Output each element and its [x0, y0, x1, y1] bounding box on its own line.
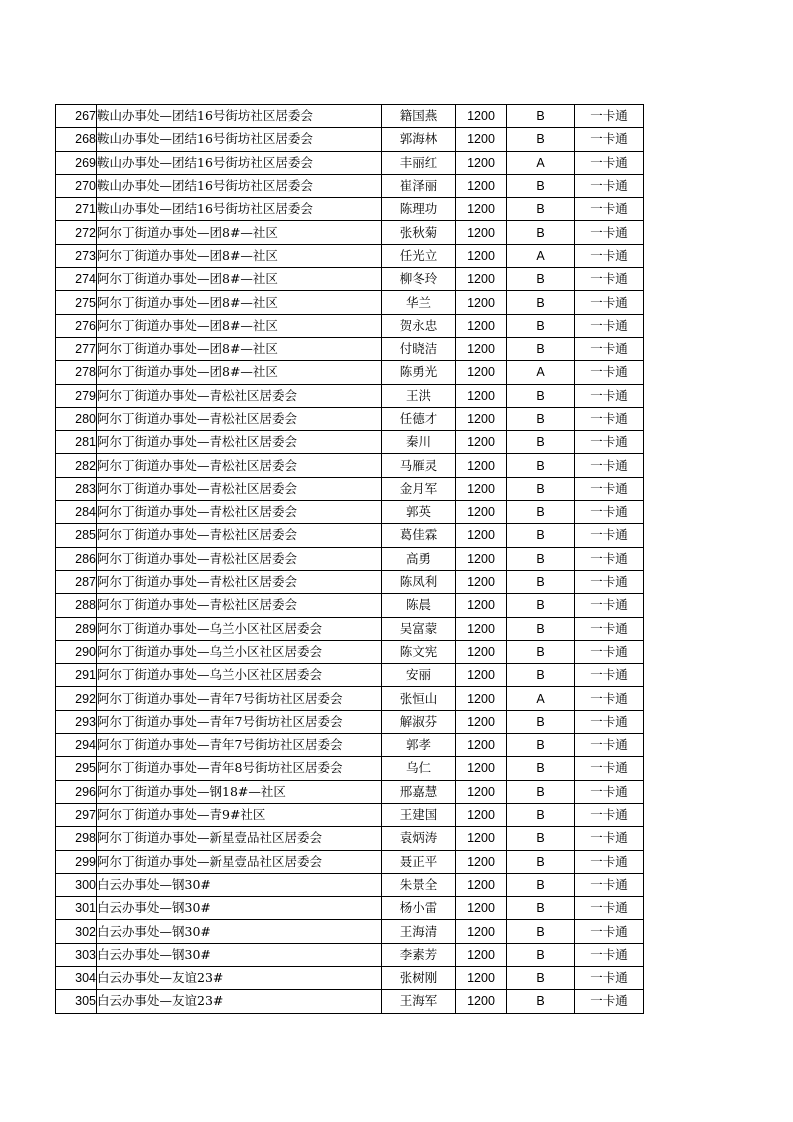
community-unit-cell: 阿尔丁街道办事处—青松社区居委会 [97, 477, 382, 500]
subsidy-amount-cell: 1200 [456, 594, 507, 617]
table-row [56, 198, 644, 221]
table-row [56, 268, 644, 291]
grade-level-cell: B [507, 454, 575, 477]
grade-level-cell: B [507, 174, 575, 197]
subsidy-amount-cell: 1200 [456, 198, 507, 221]
grade-level-cell: B [507, 664, 575, 687]
payment-method-cell: 一卡通 [575, 361, 644, 384]
grade-level-cell: B [507, 873, 575, 896]
row-number-cell: 273 [56, 244, 97, 267]
payment-method-cell: 一卡通 [575, 221, 644, 244]
table-row [56, 431, 644, 454]
table-row [56, 407, 644, 430]
table-row [56, 873, 644, 896]
subsidy-amount-cell: 1200 [456, 827, 507, 850]
payment-method-cell: 一卡通 [575, 710, 644, 733]
community-unit-cell: 阿尔丁街道办事处—青年7号街坊社区居委会 [97, 734, 382, 757]
community-unit-cell: 阿尔丁街道办事处—青年7号街坊社区居委会 [97, 710, 382, 733]
row-number-cell: 279 [56, 384, 97, 407]
roster-body [56, 105, 644, 1014]
grade-level-cell: B [507, 524, 575, 547]
grade-level-cell: B [507, 570, 575, 593]
payment-method-cell: 一卡通 [575, 547, 644, 570]
subsidy-amount-cell: 1200 [456, 151, 507, 174]
person-name-cell: 张秋菊 [382, 221, 456, 244]
person-name-cell: 王海军 [382, 990, 456, 1013]
grade-level-cell: B [507, 547, 575, 570]
row-number-cell: 286 [56, 547, 97, 570]
row-number-cell: 277 [56, 337, 97, 360]
community-unit-cell: 阿尔丁街道办事处—钢18#—社区 [97, 780, 382, 803]
grade-level-cell: B [507, 314, 575, 337]
table-row [56, 827, 644, 850]
table-row [56, 151, 644, 174]
subsidy-amount-cell: 1200 [456, 570, 507, 593]
person-name-cell: 华兰 [382, 291, 456, 314]
row-number-cell: 267 [56, 105, 97, 128]
row-number-cell: 301 [56, 897, 97, 920]
grade-level-cell: B [507, 221, 575, 244]
table-row [56, 687, 644, 710]
community-unit-cell: 鞍山办事处—团结16号街坊社区居委会 [97, 105, 382, 128]
table-row [56, 966, 644, 989]
person-name-cell: 贺永忠 [382, 314, 456, 337]
row-number-cell: 278 [56, 361, 97, 384]
community-unit-cell: 阿尔丁街道办事处—青9#社区 [97, 803, 382, 826]
person-name-cell: 张树刚 [382, 966, 456, 989]
grade-level-cell: B [507, 757, 575, 780]
person-name-cell: 郭海林 [382, 128, 456, 151]
community-unit-cell: 阿尔丁街道办事处—团8#—社区 [97, 337, 382, 360]
person-name-cell: 高勇 [382, 547, 456, 570]
payment-method-cell: 一卡通 [575, 291, 644, 314]
community-unit-cell: 阿尔丁街道办事处—青松社区居委会 [97, 454, 382, 477]
grade-level-cell: B [507, 477, 575, 500]
subsidy-amount-cell: 1200 [456, 664, 507, 687]
person-name-cell: 陈理功 [382, 198, 456, 221]
payment-method-cell: 一卡通 [575, 198, 644, 221]
payment-method-cell: 一卡通 [575, 873, 644, 896]
table-row [56, 477, 644, 500]
table-row [56, 454, 644, 477]
payment-method-cell: 一卡通 [575, 757, 644, 780]
row-number-cell: 287 [56, 570, 97, 593]
subsidy-amount-cell: 1200 [456, 268, 507, 291]
row-number-cell: 269 [56, 151, 97, 174]
payment-method-cell: 一卡通 [575, 803, 644, 826]
grade-level-cell: B [507, 431, 575, 454]
community-unit-cell: 阿尔丁街道办事处—乌兰小区社区居委会 [97, 640, 382, 663]
table-row [56, 594, 644, 617]
row-number-cell: 294 [56, 734, 97, 757]
table-row [56, 244, 644, 267]
row-number-cell: 291 [56, 664, 97, 687]
payment-method-cell: 一卡通 [575, 827, 644, 850]
payment-method-cell: 一卡通 [575, 570, 644, 593]
table-row [56, 734, 644, 757]
subsidy-amount-cell: 1200 [456, 990, 507, 1013]
community-unit-cell: 鞍山办事处—团结16号街坊社区居委会 [97, 151, 382, 174]
subsidy-amount-cell: 1200 [456, 407, 507, 430]
person-name-cell: 任光立 [382, 244, 456, 267]
subsidy-amount-cell: 1200 [456, 803, 507, 826]
person-name-cell: 葛佳霖 [382, 524, 456, 547]
grade-level-cell: B [507, 803, 575, 826]
subsidy-amount-cell: 1200 [456, 850, 507, 873]
row-number-cell: 293 [56, 710, 97, 733]
subsidy-amount-cell: 1200 [456, 920, 507, 943]
person-name-cell: 陈文宪 [382, 640, 456, 663]
community-unit-cell: 阿尔丁街道办事处—青松社区居委会 [97, 570, 382, 593]
table-row [56, 850, 644, 873]
table-row [56, 710, 644, 733]
row-number-cell: 292 [56, 687, 97, 710]
row-number-cell: 295 [56, 757, 97, 780]
community-unit-cell: 阿尔丁街道办事处—青松社区居委会 [97, 407, 382, 430]
payment-method-cell: 一卡通 [575, 431, 644, 454]
person-name-cell: 秦川 [382, 431, 456, 454]
table-row [56, 384, 644, 407]
table-row [56, 920, 644, 943]
person-name-cell: 崔泽丽 [382, 174, 456, 197]
person-name-cell: 金月军 [382, 477, 456, 500]
payment-method-cell: 一卡通 [575, 524, 644, 547]
community-unit-cell: 阿尔丁街道办事处—团8#—社区 [97, 291, 382, 314]
subsidy-roster-table [55, 104, 644, 1014]
payment-method-cell: 一卡通 [575, 105, 644, 128]
payment-method-cell: 一卡通 [575, 151, 644, 174]
row-number-cell: 282 [56, 454, 97, 477]
community-unit-cell: 阿尔丁街道办事处—团8#—社区 [97, 361, 382, 384]
person-name-cell: 陈凤利 [382, 570, 456, 593]
row-number-cell: 303 [56, 943, 97, 966]
payment-method-cell: 一卡通 [575, 850, 644, 873]
subsidy-amount-cell: 1200 [456, 734, 507, 757]
grade-level-cell: B [507, 827, 575, 850]
grade-level-cell: B [507, 501, 575, 524]
subsidy-amount-cell: 1200 [456, 477, 507, 500]
subsidy-amount-cell: 1200 [456, 943, 507, 966]
payment-method-cell: 一卡通 [575, 920, 644, 943]
row-number-cell: 290 [56, 640, 97, 663]
subsidy-amount-cell: 1200 [456, 361, 507, 384]
person-name-cell: 陈晨 [382, 594, 456, 617]
person-name-cell: 陈勇光 [382, 361, 456, 384]
grade-level-cell: A [507, 687, 575, 710]
subsidy-amount-cell: 1200 [456, 244, 507, 267]
person-name-cell: 柳冬玲 [382, 268, 456, 291]
person-name-cell: 付晓洁 [382, 337, 456, 360]
table-row [56, 128, 644, 151]
person-name-cell: 丰丽红 [382, 151, 456, 174]
person-name-cell: 王海清 [382, 920, 456, 943]
community-unit-cell: 阿尔丁街道办事处—新星壹品社区居委会 [97, 850, 382, 873]
table-row [56, 617, 644, 640]
subsidy-amount-cell: 1200 [456, 174, 507, 197]
subsidy-amount-cell: 1200 [456, 547, 507, 570]
person-name-cell: 朱景全 [382, 873, 456, 896]
row-number-cell: 284 [56, 501, 97, 524]
grade-level-cell: A [507, 361, 575, 384]
grade-level-cell: B [507, 943, 575, 966]
subsidy-amount-cell: 1200 [456, 873, 507, 896]
grade-level-cell: B [507, 850, 575, 873]
community-unit-cell: 阿尔丁街道办事处—团8#—社区 [97, 221, 382, 244]
row-number-cell: 283 [56, 477, 97, 500]
person-name-cell: 王洪 [382, 384, 456, 407]
grade-level-cell: B [507, 966, 575, 989]
person-name-cell: 籍国燕 [382, 105, 456, 128]
row-number-cell: 281 [56, 431, 97, 454]
row-number-cell: 300 [56, 873, 97, 896]
person-name-cell: 任德才 [382, 407, 456, 430]
person-name-cell: 安丽 [382, 664, 456, 687]
community-unit-cell: 阿尔丁街道办事处—青松社区居委会 [97, 384, 382, 407]
payment-method-cell: 一卡通 [575, 384, 644, 407]
table-row [56, 501, 644, 524]
community-unit-cell: 阿尔丁街道办事处—青年7号街坊社区居委会 [97, 687, 382, 710]
person-name-cell: 袁炳涛 [382, 827, 456, 850]
community-unit-cell: 白云办事处—钢30# [97, 897, 382, 920]
payment-method-cell: 一卡通 [575, 314, 644, 337]
subsidy-amount-cell: 1200 [456, 337, 507, 360]
table-row [56, 664, 644, 687]
subsidy-amount-cell: 1200 [456, 710, 507, 733]
table-row [56, 897, 644, 920]
row-number-cell: 297 [56, 803, 97, 826]
community-unit-cell: 白云办事处—钢30# [97, 943, 382, 966]
subsidy-amount-cell: 1200 [456, 897, 507, 920]
payment-method-cell: 一卡通 [575, 174, 644, 197]
person-name-cell: 张恒山 [382, 687, 456, 710]
subsidy-amount-cell: 1200 [456, 687, 507, 710]
table-row [56, 943, 644, 966]
community-unit-cell: 鞍山办事处—团结16号街坊社区居委会 [97, 128, 382, 151]
grade-level-cell: B [507, 710, 575, 733]
grade-level-cell: B [507, 291, 575, 314]
person-name-cell: 邢嘉慧 [382, 780, 456, 803]
community-unit-cell: 阿尔丁街道办事处—青松社区居委会 [97, 431, 382, 454]
payment-method-cell: 一卡通 [575, 244, 644, 267]
community-unit-cell: 白云办事处—友谊23# [97, 990, 382, 1013]
subsidy-amount-cell: 1200 [456, 501, 507, 524]
community-unit-cell: 白云办事处—钢30# [97, 873, 382, 896]
grade-level-cell: B [507, 640, 575, 663]
row-number-cell: 299 [56, 850, 97, 873]
grade-level-cell: A [507, 244, 575, 267]
payment-method-cell: 一卡通 [575, 664, 644, 687]
row-number-cell: 289 [56, 617, 97, 640]
table-row [56, 174, 644, 197]
community-unit-cell: 阿尔丁街道办事处—团8#—社区 [97, 244, 382, 267]
grade-level-cell: A [507, 151, 575, 174]
table-row [56, 640, 644, 663]
subsidy-amount-cell: 1200 [456, 291, 507, 314]
table-row [56, 221, 644, 244]
payment-method-cell: 一卡通 [575, 943, 644, 966]
table-row [56, 337, 644, 360]
person-name-cell: 杨小雷 [382, 897, 456, 920]
payment-method-cell: 一卡通 [575, 990, 644, 1013]
subsidy-amount-cell: 1200 [456, 128, 507, 151]
row-number-cell: 275 [56, 291, 97, 314]
payment-method-cell: 一卡通 [575, 454, 644, 477]
payment-method-cell: 一卡通 [575, 501, 644, 524]
community-unit-cell: 阿尔丁街道办事处—青松社区居委会 [97, 547, 382, 570]
row-number-cell: 274 [56, 268, 97, 291]
row-number-cell: 285 [56, 524, 97, 547]
payment-method-cell: 一卡通 [575, 128, 644, 151]
grade-level-cell: B [507, 384, 575, 407]
subsidy-amount-cell: 1200 [456, 431, 507, 454]
community-unit-cell: 阿尔丁街道办事处—团8#—社区 [97, 314, 382, 337]
row-number-cell: 271 [56, 198, 97, 221]
community-unit-cell: 阿尔丁街道办事处—青松社区居委会 [97, 594, 382, 617]
payment-method-cell: 一卡通 [575, 617, 644, 640]
grade-level-cell: B [507, 198, 575, 221]
table-row [56, 990, 644, 1013]
community-unit-cell: 阿尔丁街道办事处—新星壹品社区居委会 [97, 827, 382, 850]
subsidy-amount-cell: 1200 [456, 640, 507, 663]
payment-method-cell: 一卡通 [575, 477, 644, 500]
row-number-cell: 302 [56, 920, 97, 943]
row-number-cell: 304 [56, 966, 97, 989]
row-number-cell: 276 [56, 314, 97, 337]
person-name-cell: 乌仁 [382, 757, 456, 780]
subsidy-amount-cell: 1200 [456, 966, 507, 989]
subsidy-amount-cell: 1200 [456, 384, 507, 407]
person-name-cell: 郭英 [382, 501, 456, 524]
subsidy-amount-cell: 1200 [456, 105, 507, 128]
payment-method-cell: 一卡通 [575, 687, 644, 710]
subsidy-amount-cell: 1200 [456, 780, 507, 803]
community-unit-cell: 鞍山办事处—团结16号街坊社区居委会 [97, 198, 382, 221]
community-unit-cell: 白云办事处—友谊23# [97, 966, 382, 989]
person-name-cell: 郭孝 [382, 734, 456, 757]
grade-level-cell: B [507, 734, 575, 757]
community-unit-cell: 阿尔丁街道办事处—团8#—社区 [97, 268, 382, 291]
table-row [56, 291, 644, 314]
person-name-cell: 王建国 [382, 803, 456, 826]
table-row [56, 314, 644, 337]
grade-level-cell: B [507, 897, 575, 920]
table-row [56, 547, 644, 570]
community-unit-cell: 白云办事处—钢30# [97, 920, 382, 943]
subsidy-amount-cell: 1200 [456, 757, 507, 780]
grade-level-cell: B [507, 617, 575, 640]
person-name-cell: 聂正平 [382, 850, 456, 873]
subsidy-amount-cell: 1200 [456, 314, 507, 337]
grade-level-cell: B [507, 780, 575, 803]
row-number-cell: 272 [56, 221, 97, 244]
person-name-cell: 马雁灵 [382, 454, 456, 477]
community-unit-cell: 鞍山办事处—团结16号街坊社区居委会 [97, 174, 382, 197]
payment-method-cell: 一卡通 [575, 337, 644, 360]
table-row [56, 780, 644, 803]
row-number-cell: 296 [56, 780, 97, 803]
grade-level-cell: B [507, 105, 575, 128]
person-name-cell: 吴富蒙 [382, 617, 456, 640]
grade-level-cell: B [507, 594, 575, 617]
grade-level-cell: B [507, 337, 575, 360]
table-row [56, 524, 644, 547]
person-name-cell: 解淑芬 [382, 710, 456, 733]
table-row [56, 803, 644, 826]
payment-method-cell: 一卡通 [575, 268, 644, 291]
subsidy-amount-cell: 1200 [456, 524, 507, 547]
subsidy-amount-cell: 1200 [456, 454, 507, 477]
payment-method-cell: 一卡通 [575, 594, 644, 617]
payment-method-cell: 一卡通 [575, 407, 644, 430]
row-number-cell: 268 [56, 128, 97, 151]
community-unit-cell: 阿尔丁街道办事处—乌兰小区社区居委会 [97, 617, 382, 640]
row-number-cell: 288 [56, 594, 97, 617]
table-row [56, 105, 644, 128]
subsidy-amount-cell: 1200 [456, 221, 507, 244]
grade-level-cell: B [507, 990, 575, 1013]
payment-method-cell: 一卡通 [575, 897, 644, 920]
community-unit-cell: 阿尔丁街道办事处—乌兰小区社区居委会 [97, 664, 382, 687]
table-row [56, 361, 644, 384]
subsidy-amount-cell: 1200 [456, 617, 507, 640]
community-unit-cell: 阿尔丁街道办事处—青松社区居委会 [97, 501, 382, 524]
community-unit-cell: 阿尔丁街道办事处—青松社区居委会 [97, 524, 382, 547]
table-row [56, 570, 644, 593]
grade-level-cell: B [507, 407, 575, 430]
grade-level-cell: B [507, 920, 575, 943]
table-row [56, 757, 644, 780]
community-unit-cell: 阿尔丁街道办事处—青年8号街坊社区居委会 [97, 757, 382, 780]
row-number-cell: 298 [56, 827, 97, 850]
row-number-cell: 270 [56, 174, 97, 197]
row-number-cell: 280 [56, 407, 97, 430]
payment-method-cell: 一卡通 [575, 966, 644, 989]
row-number-cell: 305 [56, 990, 97, 1013]
payment-method-cell: 一卡通 [575, 640, 644, 663]
person-name-cell: 李素芳 [382, 943, 456, 966]
payment-method-cell: 一卡通 [575, 734, 644, 757]
grade-level-cell: B [507, 128, 575, 151]
payment-method-cell: 一卡通 [575, 780, 644, 803]
grade-level-cell: B [507, 268, 575, 291]
